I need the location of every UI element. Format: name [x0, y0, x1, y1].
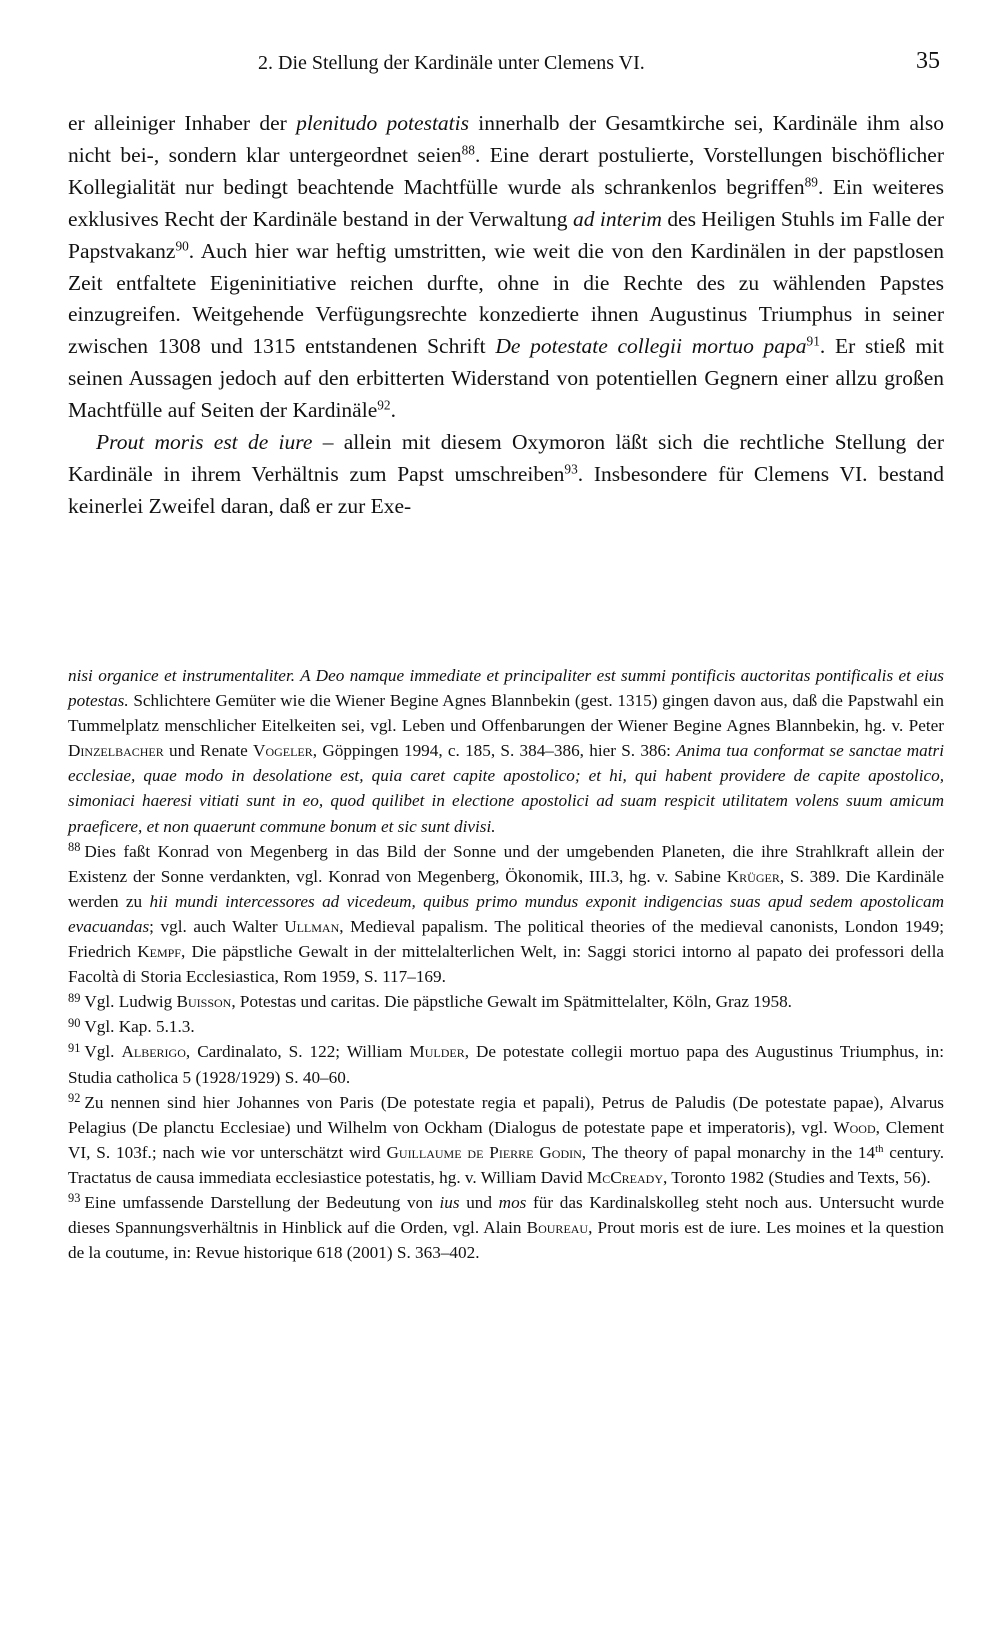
- footnote-number: 88: [68, 840, 81, 855]
- footnote-number: 93: [68, 1191, 81, 1206]
- text-run: ; vgl. auch Walter: [149, 916, 285, 936]
- running-title: 2. Die Stellung der Kardinäle unter Clemens VI.: [258, 52, 645, 74]
- text-run: .: [390, 398, 396, 423]
- author-name: Krüger: [726, 866, 780, 886]
- text-run: – allein mit diesem Oxymoron läßt sich die rechtliche Stellung der Kardinäle in ihrem Verhältnis zum Papst umschreiben: [68, 430, 945, 486]
- footnote-continuation: [68, 663, 944, 839]
- footnote-91: [68, 1039, 944, 1089]
- footnote-ref[interactable]: 93: [564, 461, 578, 477]
- footnote-ref[interactable]: 92: [377, 397, 391, 413]
- footnote-number: 92: [68, 1091, 81, 1106]
- text-run: er alleiniger Inhaber der: [68, 111, 297, 135]
- italic-title: De potestate collegii mortuo papa: [495, 334, 807, 359]
- author-name: Ullman: [284, 916, 340, 936]
- author-name: Alberigo: [121, 1042, 186, 1062]
- text-run: , Potestas und caritas. Die päpstliche Gewalt im Spätmittelalter, Köln, Graz 1958.: [231, 992, 792, 1012]
- ordinal-suffix: th: [875, 1143, 884, 1155]
- footnote-ref[interactable]: 90: [175, 238, 189, 254]
- footnote-ref[interactable]: 88: [461, 142, 475, 158]
- page-number: 35: [916, 48, 940, 74]
- text-run: Dies faßt Konrad von Megenberg in das Bild der Sonne und der umgebenden Planeten, die ihre Strahlkraft allein der Existenz der Sonne verdankten, vgl. Konrad von Megenberg, Ökonomik, III.3, hg. v. Sabine: [68, 841, 944, 886]
- text-run: innerhalb der Gesamtkirche sei, Kardinäle ihm also nicht bei-, sondern klar untergeordnet seien: [68, 111, 944, 167]
- text-run: des Heiligen Stuhls im Falle der Papstvakanz: [68, 206, 944, 263]
- text-run: . Auch hier war heftig umstritten, wie weit die von den Kardinälen in der papstlosen Zeit entfaltete Eigeninitiative reichen durfte, ohne in die Rechte des zu wählenden Papstes einzugreifen. Weitgehende Verfügungsrechte konzedierte ihnen Augustinus Triumphus in seiner zwischen 1308 und 1315 entstandenen Schrift: [68, 238, 944, 359]
- footnote-ref[interactable]: 89: [804, 174, 818, 190]
- text-run: , Göppingen 1994, c. 185, S. 384–386, hier S. 386:: [312, 741, 677, 761]
- footnote-number: 89: [68, 990, 81, 1005]
- footnotes: [68, 663, 944, 1265]
- text-run: , Toronto 1982 (Studies and Texts, 56).: [663, 1167, 931, 1187]
- author-name: Boureau: [526, 1218, 589, 1238]
- text-run: Zu nennen sind hier Johannes von Paris (De potestate regia et papali), Petrus de Paludis (De potestate papae), Alvarus Pelagius (De planctu Ecclesiae) und Wilhelm von Ockham (Dialogus de potestate pape et imperatoris), vgl.: [68, 1092, 944, 1137]
- text-run: und Renate: [163, 741, 254, 761]
- text-run: , De potestate collegii mortuo papa des Augustinus Triumphus, in: Studia catholica 5 (1928/1929) S. 40–60.: [68, 1042, 945, 1087]
- text-run: , The theory of papal monarchy in the 14: [581, 1142, 876, 1162]
- main-text: [68, 108, 944, 523]
- text-run: Eine umfassende Darstellung der Bedeutung von: [84, 1192, 440, 1212]
- text-run: . Eine derart postulierte, Vorstellungen bischöflicher Kollegialität nur bedingt beachtende Machtfülle wurde als schrankenlos begriffen: [68, 142, 944, 199]
- text-run: Vgl. Kap. 5.1.3.: [84, 1017, 195, 1037]
- text-run: Vgl.: [84, 1042, 122, 1062]
- italic-term: mos: [498, 1192, 527, 1212]
- text-run: . Er stieß mit seinen Aussagen jedoch auf den erbitterten Widerstand von potentiellen Gegnern einer allzu großen Machtfülle auf Seiten der Kardinäle: [68, 334, 944, 423]
- text-run: century. Tractatus de causa immediata ecclesiastice potestatis, hg. v. William David: [68, 1142, 945, 1187]
- text-run: , Clement VI, S. 103f.; nach wie vor unterschätzt wird: [68, 1117, 944, 1162]
- footnote-ref[interactable]: 91: [806, 334, 820, 350]
- author-name: Dinzelbacher: [68, 741, 164, 761]
- author-name: Wood: [833, 1117, 876, 1137]
- italic-quote: nisi organice et instrumentaliter. A Deo namque immediate et principaliter est summi pontificis auctoritas pontificalis et eius potestas.: [68, 666, 944, 711]
- author-name: McCready: [586, 1167, 664, 1187]
- author-name: Guillaume de Pierre Godin: [386, 1142, 582, 1162]
- text-run: , Cardinalato, S. 122; William: [185, 1042, 410, 1062]
- text-run: . Ein weiteres exklusives Recht der Kardinäle bestand in der Verwaltung: [68, 174, 944, 231]
- text-run: , Die päpstliche Gewalt in der mittelalterlichen Welt, in: Saggi storici intorno al papato dei professori della Facoltà di Storia Ecclesiastica, Rom 1959, S. 117–169.: [68, 942, 944, 987]
- author-name: Vogeler: [253, 741, 313, 761]
- page-header: [68, 48, 944, 82]
- text-run: , Medieval papalism. The political theories of the medieval canonists, London 1949; Friedrich: [68, 916, 944, 962]
- italic-quote: hii mundi intercessores ad vicedeum, quibus primo mundus exponit indigencias suas apud sedem apostolicam evacuandas: [68, 891, 944, 936]
- italic-term: Prout moris est de iure: [96, 430, 313, 455]
- footnote-89: [68, 989, 944, 1014]
- italic-term: plenitudo potestatis: [296, 111, 469, 135]
- text-run: Schlichtere Gemüter wie die Wiener Begine Agnes Blannbekin (gest. 1315) gingen davon aus, daß die Papstwahl ein Tummelplatz menschlicher Eitelkeiten sei, vgl. Leben und Offenbarungen der Wiener Begine Agnes Blannbekin, hg. v. Peter: [68, 691, 944, 736]
- paragraph-2: [68, 427, 944, 523]
- footnote-92: [68, 1090, 944, 1190]
- author-name: Kempf: [137, 942, 181, 962]
- author-name: Buisson: [176, 992, 232, 1012]
- text-run: , S. 389. Die Kardinäle werden zu: [68, 866, 944, 911]
- italic-term: ad interim: [572, 206, 662, 231]
- paragraph-1: [68, 108, 944, 427]
- footnote-90: [68, 1014, 944, 1039]
- text-run: und: [459, 1192, 499, 1212]
- author-name: Mulder: [409, 1042, 465, 1062]
- footnote-number: 90: [68, 1015, 81, 1030]
- text-run: Vgl. Ludwig: [84, 992, 177, 1012]
- footnote-88: [68, 839, 944, 990]
- footnote-number: 91: [68, 1040, 81, 1055]
- italic-quote: Anima tua conformat se sanctae matri ecclesiae, quae modo in desolatione est, quia caret capite apostolico; et hi, qui habent providere de capite apostolico, simoniaci haeresi vitiati sunt in eo, quod quilibet in electione apostolici ad suam respicit utilitatem volens suum amicum praeficere, et non quaerunt commune bonum et sic sunt divisi.: [68, 741, 944, 836]
- footnote-93: [68, 1190, 944, 1265]
- text-run: . Insbesondere für Clemens VI. bestand keinerlei Zweifel daran, daß er zur Exe-: [68, 461, 944, 518]
- text-run: für das Kardinalskolleg steht noch aus. Untersucht wurde dieses Spannungsverhältnis in Hinblick auf die Orden, vgl. Alain: [68, 1192, 944, 1238]
- italic-term: ius: [439, 1192, 460, 1212]
- text-run: , Prout moris est de iure. Les moines et la question de la coutume, in: Revue historique 618 (2001) S. 363–402.: [68, 1218, 944, 1263]
